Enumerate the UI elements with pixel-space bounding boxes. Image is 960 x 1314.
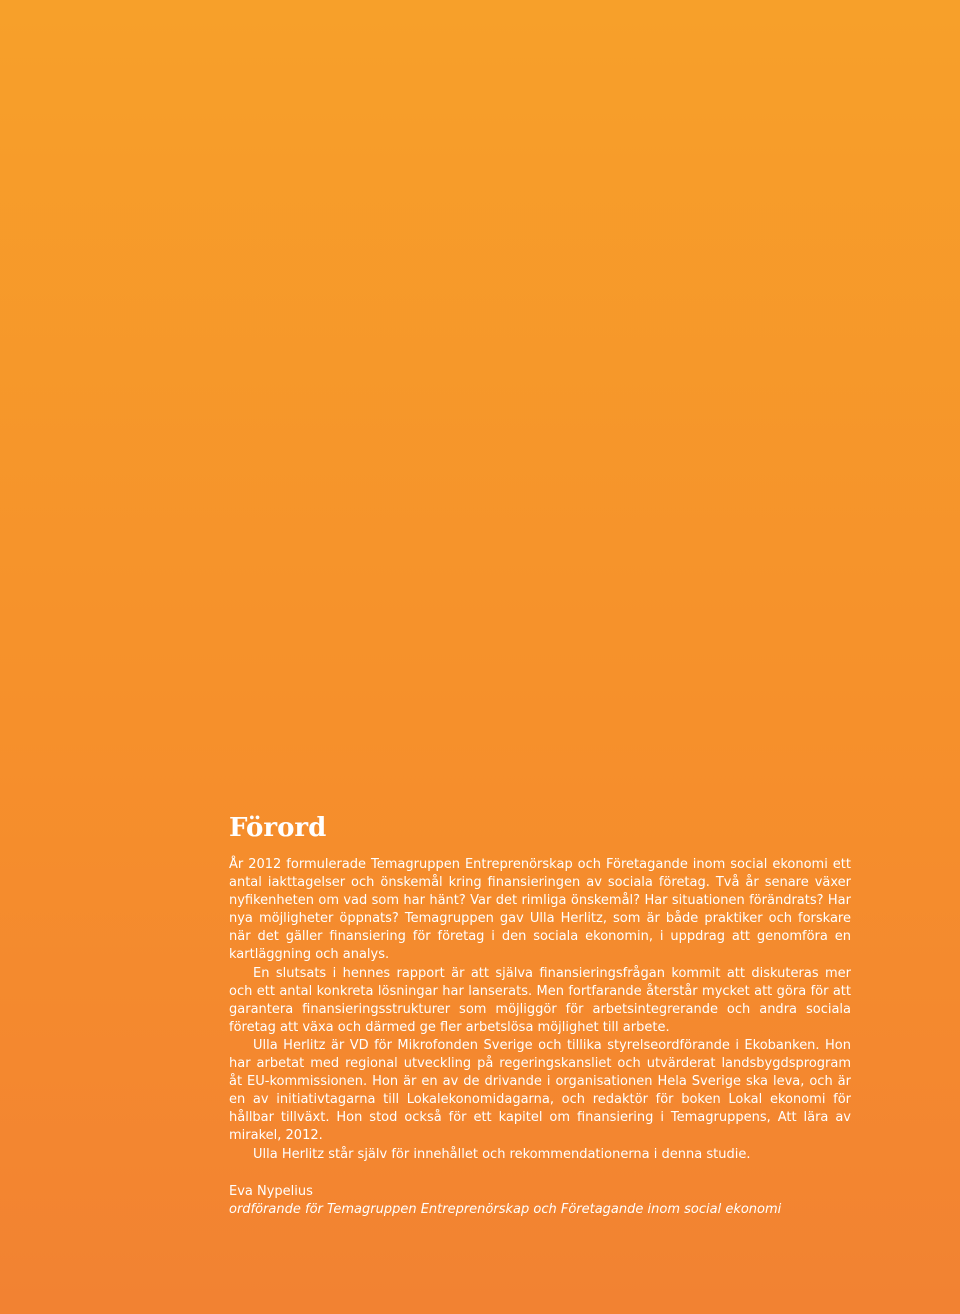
signature-name: Eva Nypelius [229,1183,313,1199]
paragraph-intro: År 2012 formulerade Temagruppen Entreprenörskap och Företagande inom social ekonomi ett antal iakttagelser och önskemål kring finansieringen av sociala företag. Två år senare växer nyfikenheten om vad som har hänt? Var det rimliga önskemål? Har situationen förändrats? Har nya möjligheter öppnats? Temagruppen gav Ulla Herlitz, som är både praktiker och forskare när det gäller finansiering för företag i den sociala ekonomin, i uppdrag att genomföra en kartläggning och analys. [229,857,851,963]
page-title: Förord [229,813,327,843]
foreword-section [229,810,851,1219]
paragraph-conclusion: En slutsats i hennes rapport är att själva finansieringsfrågan kommit att diskuteras mer och ett antal konkreta lösningar har lanserats. Men fortfarande återstår mycket att göra för att garantera finansieringsstrukturer som möjliggör för arbetsintegrerande och andra sociala företag att växa och därmed ge fler arbetslösa möjlighet till arbete. [229,965,851,1035]
paragraph-author-bio: Ulla Herlitz är VD för Mikrofonden Sverige och tillika styrelseordförande i Ekobanken. Hon har arbetat med regional utveckling på regeringskansliet och utvärderat landsbygdsprogram åt EU-kommissionen. Hon är en av de drivande i organisationen Hela Sverige ska leva, och är en av initiativtagarna till Lokalekonomidagarna, och redaktör för boken Lokal ekonomi för hållbar tillväxt. Hon stod också för ett kapitel om finansiering i Temagruppens, Att lära av mirakel, 2012. [229,1037,851,1144]
paragraph-responsibility: Ulla Herlitz står själv för innehållet och rekommendationerna i denna studie. [253,1146,751,1162]
signature-role: ordförande för Temagruppen Entreprenörskap och Företagande inom social ekonomi [229,1201,782,1217]
signature-block [229,1183,851,1219]
